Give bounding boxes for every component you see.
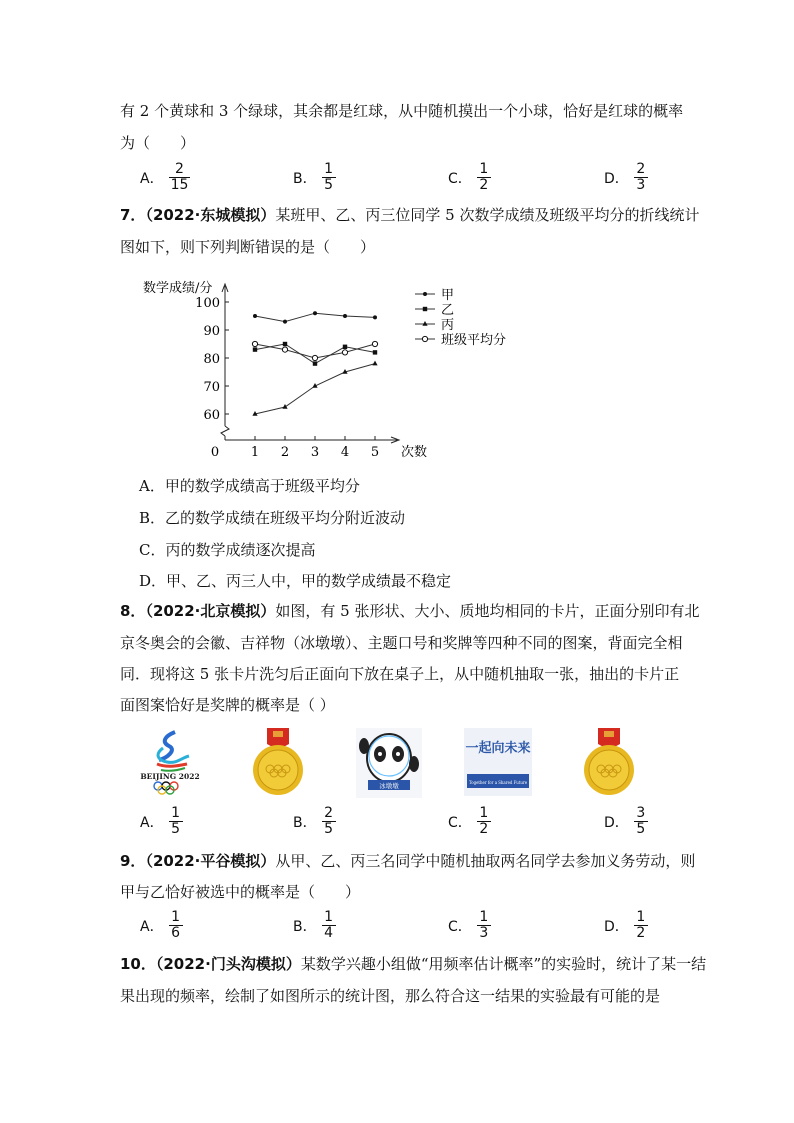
y-tick-label: 60 bbox=[203, 408, 220, 423]
q7-text-line1 bbox=[120, 205, 699, 225]
slogan-card bbox=[464, 728, 532, 796]
data-point bbox=[373, 350, 377, 354]
data-point bbox=[253, 347, 257, 351]
q6-option-a[interactable]: A． $\frac{2}{15}$ bbox=[140, 161, 189, 193]
data-point bbox=[372, 361, 377, 366]
question-source: （2022·北京模拟） bbox=[145, 602, 276, 620]
q7-choice-c[interactable]: C．丙的数学成绩逐次提高 bbox=[139, 541, 316, 559]
x-tick-label: 4 bbox=[340, 445, 350, 460]
data-point bbox=[283, 320, 287, 324]
q7-choice-d[interactable]: D．甲、乙、丙三人中，甲的数学成绩最不稳定 bbox=[139, 572, 452, 590]
q8-text-line1 bbox=[120, 601, 699, 621]
gold-medal-card bbox=[245, 728, 311, 796]
x-tick-label: 3 bbox=[310, 445, 320, 460]
q9-text-line1 bbox=[120, 851, 695, 871]
legend-label: 班级平均分 bbox=[441, 333, 507, 348]
q7-choice-a[interactable]: A．甲的数学成绩高于班级平均分 bbox=[139, 477, 360, 495]
q9-text-line2: 甲与乙恰好被选中的概率是（ ） bbox=[120, 883, 361, 901]
data-point bbox=[313, 311, 317, 315]
question-number: 9． bbox=[120, 852, 146, 870]
legend-marker bbox=[423, 292, 427, 296]
fraction: $\frac{1}{5}$ bbox=[170, 806, 182, 837]
y-tick-label: 100 bbox=[195, 296, 220, 311]
fraction: $\frac{1}{2}$ bbox=[635, 910, 647, 941]
q8-option-a[interactable]: A． $\frac{1}{5}$ bbox=[140, 806, 182, 837]
slogan-chinese: 一起向未来 bbox=[465, 741, 531, 756]
data-point bbox=[312, 355, 317, 360]
question-number: 8． bbox=[120, 602, 146, 620]
q7-choice-b[interactable]: B．乙的数学成绩在班级平均分附近波动 bbox=[139, 509, 406, 527]
slogan-english: Together for a Shared Future bbox=[469, 780, 528, 786]
mascot-text: 冰墩墩 bbox=[379, 782, 399, 790]
fraction: $\frac{2}{15}$ bbox=[170, 161, 189, 193]
q8-text-line2: 京冬奥会的会徽、吉祥物（冰墩墩）、主题口号和奖牌等四种不同的图案，背面完全相 bbox=[120, 634, 683, 652]
q7-stem: 某班甲、乙、丙三位同学 5 次数学成绩及班级平均分的折线统计 bbox=[275, 206, 700, 224]
q8-option-d[interactable]: D． $\frac{3}{5}$ bbox=[604, 806, 647, 837]
data-point bbox=[343, 345, 347, 349]
q8-stem: 如图，有 5 张形状、大小、质地均相同的卡片，正面分别印有北 bbox=[275, 602, 700, 620]
data-point bbox=[253, 314, 257, 318]
fraction: $\frac{3}{5}$ bbox=[635, 806, 647, 837]
origin-label: 0 bbox=[210, 445, 220, 460]
data-point bbox=[282, 404, 287, 409]
q9-option-c[interactable]: C． $\frac{1}{3}$ bbox=[448, 910, 490, 941]
y-axis-break bbox=[221, 426, 229, 436]
fraction: $\frac{1}{2}$ bbox=[478, 806, 490, 837]
data-point bbox=[313, 361, 317, 365]
question-number: 10． bbox=[120, 955, 156, 973]
x-tick-label: 5 bbox=[370, 445, 380, 460]
fraction: $\frac{2}{3}$ bbox=[635, 162, 647, 193]
q6-option-c[interactable]: C． $\frac{1}{2}$ bbox=[448, 162, 490, 193]
q8-option-b[interactable]: B． $\frac{2}{5}$ bbox=[293, 806, 335, 837]
legend-label: 甲 bbox=[441, 288, 455, 303]
y-tick-label: 70 bbox=[203, 380, 220, 395]
beijing-2022-emblem-card bbox=[137, 728, 203, 794]
x-tick-label: 1 bbox=[250, 445, 260, 460]
question-source: （2022·东城模拟） bbox=[145, 206, 276, 224]
data-point bbox=[283, 342, 287, 346]
fraction: $\frac{1}{4}$ bbox=[323, 910, 335, 941]
q10-text-line1 bbox=[120, 954, 706, 974]
gold-medal-card bbox=[576, 728, 642, 796]
data-point bbox=[372, 341, 377, 346]
fraction: $\frac{1}{6}$ bbox=[170, 910, 182, 941]
question-source: （2022·门头沟模拟） bbox=[155, 955, 301, 973]
q10-stem: 某数学兴趣小组做“用频率估计概率”的实验时，统计了某一结 bbox=[300, 955, 707, 973]
q9-option-d[interactable]: D． $\frac{1}{2}$ bbox=[604, 910, 647, 941]
legend-label: 乙 bbox=[441, 303, 455, 318]
data-point bbox=[282, 347, 287, 352]
data-point bbox=[342, 350, 347, 355]
line-chart bbox=[135, 272, 535, 467]
q9-option-a[interactable]: A． $\frac{1}{6}$ bbox=[140, 910, 182, 941]
q10-text-line2: 果出现的频率，绘制了如图所示的统计图，那么符合这一结果的实验最有可能的是 bbox=[120, 987, 661, 1005]
legend-marker bbox=[423, 307, 427, 311]
emblem-text: BEIJING 2022 bbox=[140, 772, 200, 781]
legend-label: 丙 bbox=[441, 318, 455, 333]
bing-dwen-dwen-mascot-card bbox=[356, 728, 422, 798]
q6-text-line2: 为（ ） bbox=[120, 134, 196, 152]
q8-text-line4: 面图案恰好是奖牌的概率是（ ） bbox=[120, 696, 335, 714]
q9-stem: 从甲、乙、丙三名同学中随机抽取两名同学去参加义务劳动，则 bbox=[275, 852, 696, 870]
q8-option-c[interactable]: C． $\frac{1}{2}$ bbox=[448, 806, 490, 837]
q6-option-b[interactable]: B． $\frac{1}{5}$ bbox=[293, 162, 335, 193]
fraction: $\frac{1}{3}$ bbox=[478, 910, 490, 941]
data-point bbox=[252, 341, 257, 346]
legend-marker bbox=[422, 321, 427, 326]
q8-text-line3: 同．现将这 5 张卡片洗匀后正面向下放在桌子上，从中随机抽取一张，抽出的卡片正 bbox=[120, 665, 680, 683]
x-axis-label: 次数 bbox=[401, 445, 428, 460]
q6-option-d[interactable]: D． $\frac{2}{3}$ bbox=[604, 162, 647, 193]
q7-text-line2: 图如下，则下列判断错误的是（ ） bbox=[120, 238, 376, 256]
fraction: $\frac{1}{2}$ bbox=[478, 162, 490, 193]
q9-option-b[interactable]: B． $\frac{1}{4}$ bbox=[293, 910, 335, 941]
data-point bbox=[373, 315, 377, 319]
y-axis-label: 数学成绩/分 bbox=[143, 281, 213, 296]
question-source: （2022·平谷模拟） bbox=[145, 852, 276, 870]
q6-text-line1: 有 2 个黄球和 3 个绿球，其余都是红球，从中随机摸出一个小球，恰好是红球的概率 bbox=[120, 102, 684, 120]
x-tick-label: 2 bbox=[280, 445, 290, 460]
series-line-3 bbox=[255, 364, 375, 414]
fraction: $\frac{2}{5}$ bbox=[323, 806, 335, 837]
y-tick-label: 90 bbox=[203, 324, 220, 339]
fraction: $\frac{1}{5}$ bbox=[323, 162, 335, 193]
data-point bbox=[343, 314, 347, 318]
question-number: 7． bbox=[120, 206, 146, 224]
y-tick-label: 80 bbox=[203, 352, 220, 367]
legend-marker bbox=[422, 336, 427, 341]
